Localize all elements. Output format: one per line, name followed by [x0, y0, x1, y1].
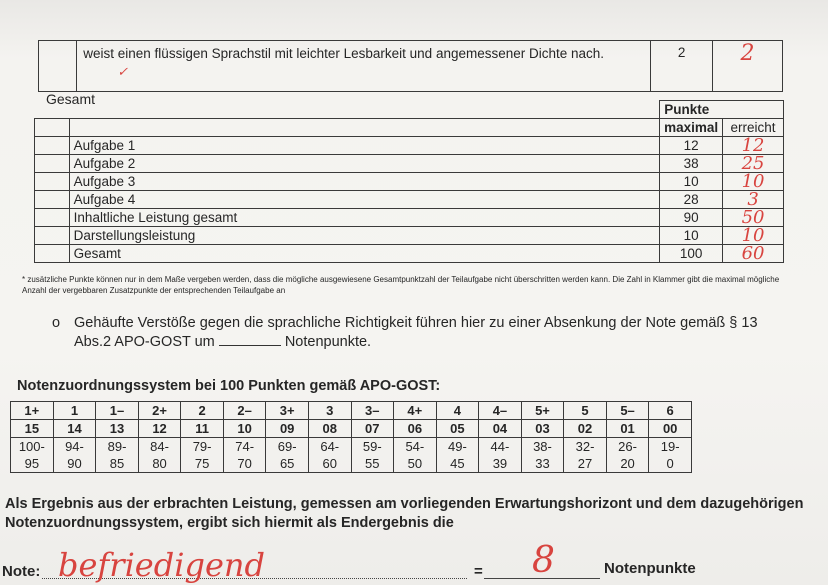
grading-table [10, 401, 692, 473]
range-top-row [11, 438, 692, 456]
range-bottom-cell: 70 [223, 455, 266, 473]
range-bottom-cell: 75 [181, 455, 224, 473]
score-row-total [35, 245, 784, 263]
score-achieved-handwritten: 50 [723, 209, 784, 227]
points-cell: 03 [521, 420, 564, 438]
score-max: 100 [660, 245, 723, 263]
score-label: Aufgabe 2 [69, 155, 660, 173]
range-bottom-cell: 65 [266, 455, 309, 473]
notenpunkte-label: Notenpunkte [604, 560, 696, 577]
score-max: 90 [660, 209, 723, 227]
score-label: Aufgabe 3 [69, 173, 660, 191]
grade-cell: 4+ [394, 402, 437, 420]
range-top-cell: 38- [521, 438, 564, 456]
score-achieved-handwritten: 12 [723, 137, 784, 155]
range-bottom-cell: 55 [351, 455, 394, 473]
note-handwritten: befriedigend [58, 546, 265, 584]
range-top-cell: 100- [11, 438, 54, 456]
score-row [35, 137, 784, 155]
grade-cell: 3– [351, 402, 394, 420]
points-cell: 07 [351, 420, 394, 438]
points-cell: 08 [308, 420, 351, 438]
points-cell: 06 [394, 420, 437, 438]
range-top-cell: 74- [223, 438, 266, 456]
range-top-cell: 94- [53, 438, 96, 456]
range-bottom-cell: 27 [564, 455, 607, 473]
deduction-text: Gehäufte Verstöße gegen die sprachliche Richtigkeit führen hier zu einer Absenkung der Note gemäß § 13 Abs.2 APO-GOST um [74, 315, 758, 350]
points-handwritten: 8 [532, 540, 555, 581]
range-bottom-cell: 20 [606, 455, 649, 473]
range-bottom-cell: 90 [53, 455, 96, 473]
range-top-cell: 32- [564, 438, 607, 456]
range-bottom-cell: 95 [11, 455, 54, 473]
score-table [34, 100, 784, 263]
grade-cell: 6 [649, 402, 692, 420]
points-cell: 02 [564, 420, 607, 438]
footnote: * zusätzliche Punkte können nur in dem Maße vergeben werden, dass die mögliche ausgewiesene Gesamtpunktzahl der Teilaufgabe nicht überschritten werden kann. Die Zahl in Klammer gibt die maximal mögliche Anzahl der vergebbaren Zusatzpunkte der entsprechenden Teilaufgabe an [22, 275, 780, 295]
deduction-text-after: Notenpunkte. [284, 334, 372, 350]
score-row [35, 209, 784, 227]
range-bottom-cell: 45 [436, 455, 479, 473]
checkmark: ✓ [117, 65, 129, 80]
maximal-header: maximal [660, 119, 723, 137]
range-bottom-row [11, 455, 692, 473]
score-row [35, 227, 784, 245]
score-row [35, 155, 784, 173]
deduction-blank [219, 345, 281, 346]
criterion-achieved-handwritten: 2 [713, 41, 783, 92]
range-bottom-cell: 33 [521, 455, 564, 473]
points-cell: 09 [266, 420, 309, 438]
grade-cell: 1+ [11, 402, 54, 420]
range-top-cell: 54- [394, 438, 437, 456]
grade-cell: 4– [479, 402, 522, 420]
score-row [35, 173, 784, 191]
deduction-bullet [52, 314, 772, 352]
points-cell: 11 [181, 420, 224, 438]
grading-system-title: Notenzuordnungssystem bei 100 Punkten gemäß APO-GOST: [17, 378, 441, 394]
range-top-cell: 59- [351, 438, 394, 456]
grade-cell: 5+ [521, 402, 564, 420]
score-label: Aufgabe 4 [69, 191, 660, 209]
points-cell: 15 [11, 420, 54, 438]
score-header-row-1 [35, 101, 784, 119]
final-grade-row [0, 540, 828, 585]
points-cell: 00 [649, 420, 692, 438]
criterion-row [39, 41, 783, 92]
grade-cell: 1– [96, 402, 139, 420]
score-achieved-handwritten: 25 [723, 155, 784, 173]
erreicht-header: erreicht [723, 119, 784, 137]
score-label: Inhaltliche Leistung gesamt [69, 209, 660, 227]
points-cell: 05 [436, 420, 479, 438]
range-top-cell: 64- [308, 438, 351, 456]
points-cell: 04 [479, 420, 522, 438]
range-top-cell: 19- [649, 438, 692, 456]
criterion-row-table [38, 40, 783, 92]
score-max: 10 [660, 173, 723, 191]
grade-cell: 1 [53, 402, 96, 420]
grades-row [11, 402, 692, 420]
score-achieved-handwritten: 10 [723, 173, 784, 191]
score-achieved-handwritten: 3 [723, 191, 784, 209]
points-cell: 01 [606, 420, 649, 438]
result-statement: Als Ergebnis aus der erbrachten Leistung, gemessen am vorliegenden Erwartungshorizont und dem dazugehörigen Notenzuordnungssystem, ergibt sich hiermit als Endergebnis die [5, 496, 804, 531]
points-cell: 14 [53, 420, 96, 438]
note-label: Note: [2, 563, 41, 580]
range-top-cell: 69- [266, 438, 309, 456]
grade-cell: 5 [564, 402, 607, 420]
equals-sign: = [474, 563, 483, 580]
score-label: Darstellungsleistung [69, 227, 660, 245]
score-max: 12 [660, 137, 723, 155]
range-bottom-cell: 0 [649, 455, 692, 473]
range-bottom-cell: 39 [479, 455, 522, 473]
range-bottom-cell: 80 [138, 455, 181, 473]
range-top-cell: 89- [96, 438, 139, 456]
grade-cell: 2– [223, 402, 266, 420]
points-cell: 12 [138, 420, 181, 438]
grade-cell: 5– [606, 402, 649, 420]
score-max: 28 [660, 191, 723, 209]
range-top-cell: 84- [138, 438, 181, 456]
points-row [11, 420, 692, 438]
bullet-marker: o [52, 315, 61, 331]
range-top-cell: 79- [181, 438, 224, 456]
grade-cell: 2+ [138, 402, 181, 420]
score-achieved-handwritten: 60 [723, 245, 784, 263]
criterion-text: weist einen flüssigen Sprachstil mit leichter Lesbarkeit und angemessener Dichte nach. [83, 46, 605, 61]
criterion-max: 2 [651, 41, 713, 92]
score-achieved-handwritten: 10 [723, 227, 784, 245]
grade-cell: 3+ [266, 402, 309, 420]
grade-cell: 2 [181, 402, 224, 420]
score-max: 38 [660, 155, 723, 173]
score-label: Aufgabe 1 [69, 137, 660, 155]
range-top-cell: 26- [606, 438, 649, 456]
range-top-cell: 49- [436, 438, 479, 456]
range-bottom-cell: 50 [394, 455, 437, 473]
grade-cell: 4 [436, 402, 479, 420]
range-top-cell: 44- [479, 438, 522, 456]
score-label: Gesamt [69, 245, 660, 263]
grade-cell: 3 [308, 402, 351, 420]
points-cell: 10 [223, 420, 266, 438]
score-max: 10 [660, 227, 723, 245]
range-bottom-cell: 85 [96, 455, 139, 473]
punkte-header: Punkte [660, 101, 784, 119]
gesamt-heading: Gesamt [46, 91, 96, 107]
points-cell: 13 [96, 420, 139, 438]
score-header-row-2 [35, 119, 784, 137]
score-row [35, 191, 784, 209]
range-bottom-cell: 60 [308, 455, 351, 473]
